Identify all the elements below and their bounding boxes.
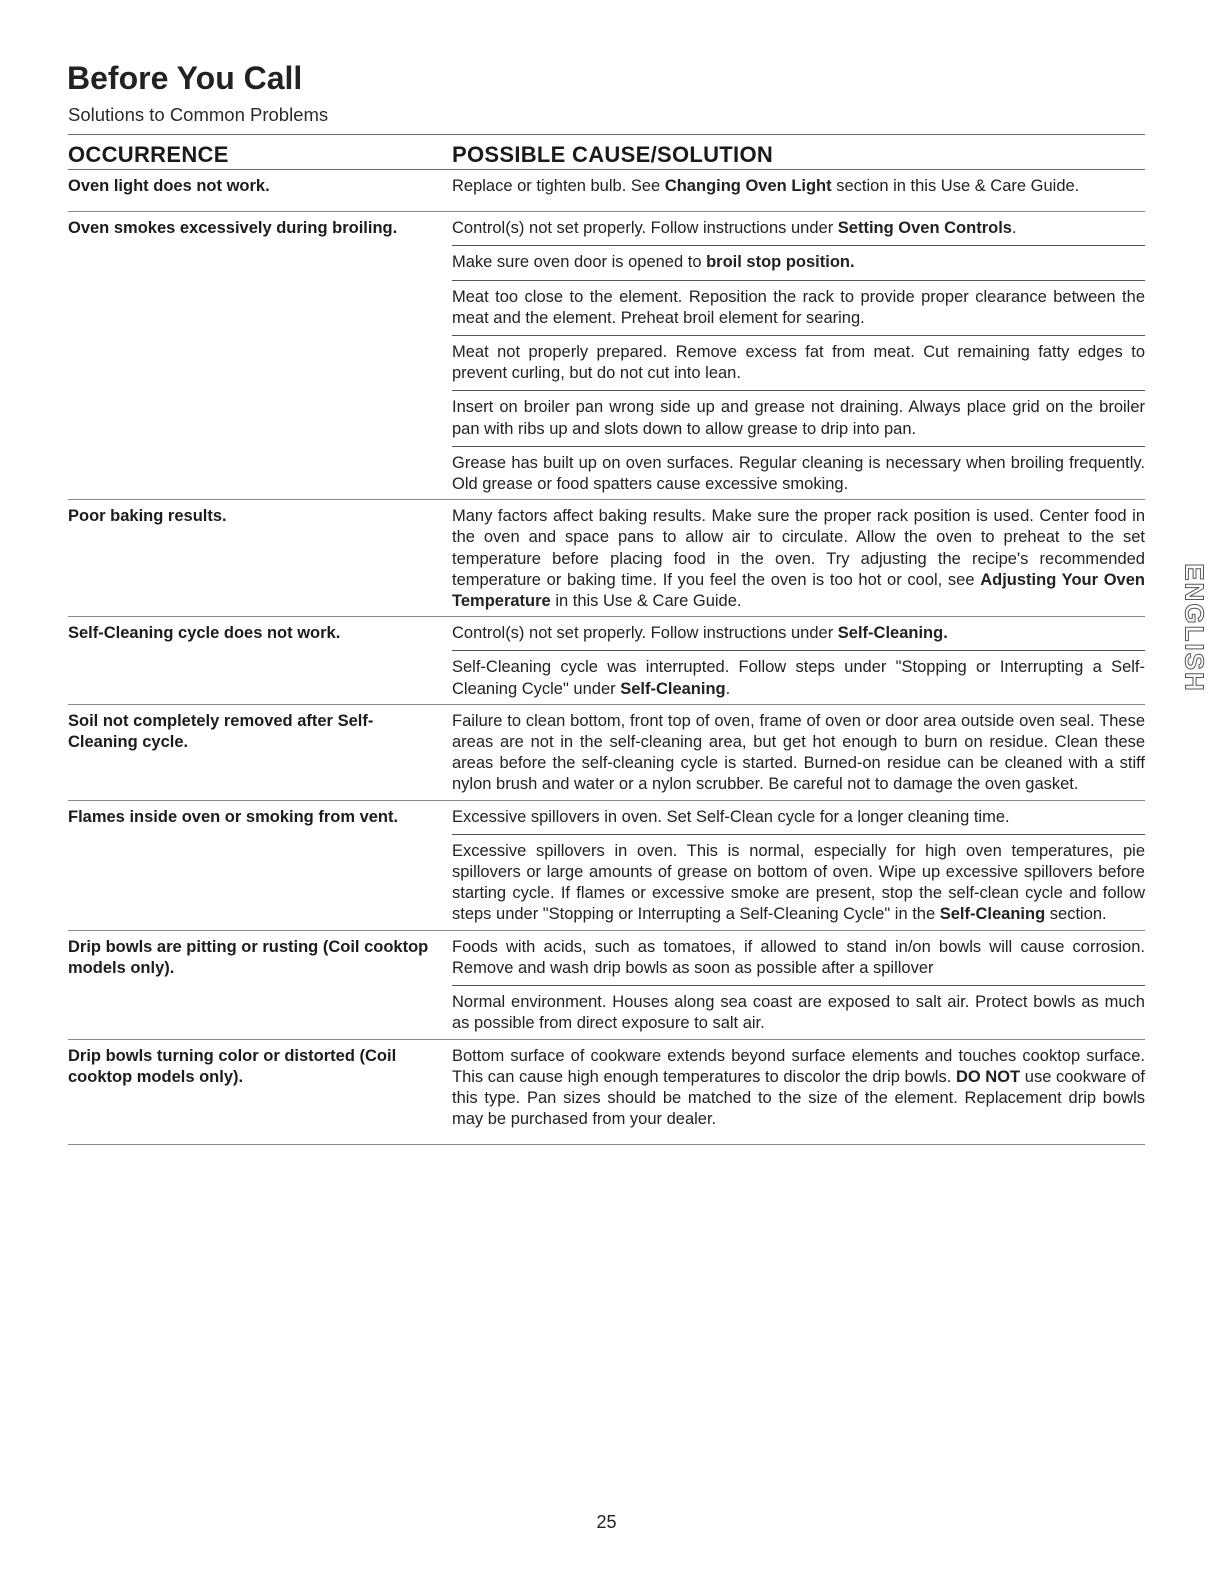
solution-item xyxy=(452,335,1145,390)
solution-text: Insert on broiler pan wrong side up and grease not draining. Always place grid on the broiler pan with ribs up and slots down to allow grease to drip into pan. xyxy=(452,398,1145,438)
solution-item xyxy=(452,801,1145,834)
solution-text: Meat not properly prepared. Remove excess fat from meat. Cut remaining fatty edges to prevent curling, but do not cut into lean. xyxy=(452,343,1145,383)
solution-text: Self-Cleaning cycle was interrupted. Follow steps under "Stopping or Interrupting a Self-Cleaning Cycle" under xyxy=(452,658,1145,698)
solution-text: Grease has built up on oven surfaces. Regular cleaning is necessary when broiling frequently. Old grease or food spatters cause excessive smoking. xyxy=(452,453,1145,494)
solution-column xyxy=(452,617,1145,704)
solution-column xyxy=(452,705,1145,800)
column-header-solution: POSSIBLE CAUSE/SOLUTION xyxy=(452,142,774,167)
occurrence-cell: Soil not completely removed after Self-Cleaning cycle. xyxy=(68,711,374,751)
page-title: Before You Call xyxy=(67,60,303,96)
solution-text: use cookware of this type. Pan sizes should be matched to the size of the element. Replacement drip bowls may be purchased from your dealer. xyxy=(452,1067,1145,1129)
solution-item xyxy=(452,705,1145,800)
occurrence-cell: Flames inside oven or smoking from vent. xyxy=(68,807,399,826)
table-row xyxy=(68,212,1145,500)
solution-text: Excessive spillovers in oven. This is normal, especially for high oven temperatures, pie spillovers or large amounts of grease on bottom of oven. Wipe up excessive spillovers before starting cycle. If flames or excessive smoke are present, stop the self-clean cycle and follow steps under "Stopping or Interrupting a Self-Cleaning Cycle" in the xyxy=(452,841,1145,924)
table-row xyxy=(68,931,1145,1040)
solution-bold-text: broil stop position. xyxy=(706,253,855,272)
solution-text: Control(s) not set properly. Follow instructions under xyxy=(452,219,838,238)
solution-text: Bottom surface of cookware extends beyond surface elements and touches cooktop surface. This can cause high enough temperatures to discolor the drip bowls. xyxy=(452,1046,1145,1086)
solution-item xyxy=(452,1040,1145,1145)
solution-bold-text: Changing Oven Light xyxy=(664,177,832,195)
troubleshooting-table xyxy=(68,170,1145,1145)
solution-text: . xyxy=(1011,219,1017,238)
solution-text: Make sure oven door is opened to xyxy=(452,253,707,272)
solution-bold-text: Setting Oven Controls xyxy=(837,219,1012,238)
side-language-tab-label: ENGLISH xyxy=(1179,563,1210,693)
column-header-occurrence: OCCURRENCE xyxy=(68,142,229,167)
table-row xyxy=(68,617,1145,705)
solution-item xyxy=(452,245,1145,279)
solution-item xyxy=(452,985,1145,1038)
solution-text: section in this Use & Care Guide. xyxy=(831,177,1080,195)
occurrence-cell: Drip bowls turning color or distorted (Coil cooktop models only). xyxy=(68,1046,397,1086)
solution-text: section. xyxy=(1045,905,1107,924)
solution-item xyxy=(452,390,1145,445)
solution-item xyxy=(452,170,1145,211)
occurrence-cell: Poor baking results. xyxy=(68,507,227,526)
solution-text: Many factors affect baking results. Make sure the proper rack position is used. Center food in the oven and space pans to allow air to circulate. Allow the oven to preheat to the set temperature before placing food in the oven. Try adjusting the recipe's recommended temperature or baking time. If you feel the oven is too hot or cool, see xyxy=(452,507,1145,589)
table-row xyxy=(68,1040,1145,1146)
page-number: 25 xyxy=(596,1512,617,1532)
solution-column xyxy=(452,170,1145,211)
solution-text: Meat too close to the element. Reposition the rack to provide proper clearance between the meat and the element. Preheat broil element for searing. xyxy=(452,287,1145,327)
solution-bold-text: Adjusting Your Oven Temperature xyxy=(452,570,1145,611)
solution-bold-text: DO NOT xyxy=(955,1067,1021,1086)
solution-item xyxy=(452,500,1145,616)
solution-text: in this Use & Care Guide. xyxy=(550,592,742,611)
solution-text: . xyxy=(725,679,731,698)
table-row xyxy=(68,170,1145,212)
side-language-tab xyxy=(1179,563,1210,693)
solution-column xyxy=(452,1040,1145,1145)
solution-item xyxy=(452,280,1145,335)
solution-bold-text: Self-Cleaning xyxy=(939,905,1046,924)
solution-bold-text: Self-Cleaning xyxy=(620,679,726,698)
table-row xyxy=(68,705,1145,801)
occurrence-cell: Self-Cleaning cycle does not work. xyxy=(68,624,341,643)
table-row xyxy=(68,500,1145,617)
solution-text: Failure to clean bottom, front top of oven, frame of oven or door area outside oven seal. These areas are not in the self-cleaning area, but get hot enough to burn on residue. Clean these areas before the self-cleaning cycle is started. Burned-on residue can be cleaned with a stiff nylon brush and water or a nylon scrubber. Be careful not to damage the oven gasket. xyxy=(452,711,1145,794)
solution-text: Control(s) not set properly. Follow instructions under xyxy=(452,624,838,643)
solution-text: Excessive spillovers in oven. Set Self-Clean cycle for a longer cleaning time. xyxy=(452,807,1010,826)
solution-text: Foods with acids, such as tomatoes, if allowed to stand in/on bowls will cause corrosion. Remove and wash drip bowls as soon as possible after a spillover xyxy=(452,937,1145,977)
solution-bold-text: Self-Cleaning. xyxy=(837,624,948,643)
solution-item xyxy=(452,617,1145,650)
solution-item xyxy=(452,650,1145,703)
occurrence-cell: Drip bowls are pitting or rusting (Coil cooktop models only). xyxy=(68,937,429,977)
table-row xyxy=(68,801,1145,931)
solution-column xyxy=(452,931,1145,1039)
solution-text: Normal environment. Houses along sea coast are exposed to salt air. Protect bowls as much as possible from direct exposure to salt air. xyxy=(452,993,1145,1033)
header-top-rule xyxy=(68,134,1145,135)
solution-item xyxy=(452,931,1145,985)
occurrence-cell: Oven smokes excessively during broiling. xyxy=(68,219,398,238)
solution-column xyxy=(452,801,1145,930)
occurrence-cell: Oven light does not work. xyxy=(68,177,270,195)
solution-column xyxy=(452,212,1145,499)
page-subtitle: Solutions to Common Problems xyxy=(68,104,329,125)
solution-item xyxy=(452,834,1145,930)
solution-text: Replace or tighten bulb. See xyxy=(452,177,665,195)
solution-column xyxy=(452,500,1145,616)
solution-item xyxy=(452,212,1145,245)
solution-item xyxy=(452,446,1145,499)
